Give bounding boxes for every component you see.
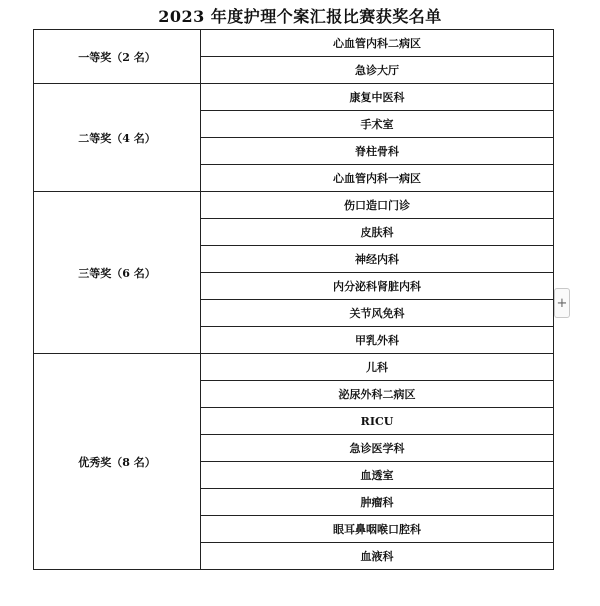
department-cell: 血液科 xyxy=(201,543,554,570)
add-row-button[interactable] xyxy=(554,288,570,318)
department-cell: 心血管内科一病区 xyxy=(201,165,554,192)
table-row xyxy=(34,84,554,111)
department-cell: 脊柱骨科 xyxy=(201,138,554,165)
plus-icon: + xyxy=(556,296,568,311)
department-cell: RICU xyxy=(201,408,554,435)
department-cell: 手术室 xyxy=(201,111,554,138)
department-cell: 甲乳外科 xyxy=(201,327,554,354)
department-cell: 急诊医学科 xyxy=(201,435,554,462)
award-level-second: 二等奖（4 名） xyxy=(34,84,201,192)
department-cell: 眼耳鼻咽喉口腔科 xyxy=(201,516,554,543)
department-cell: 关节风免科 xyxy=(201,300,554,327)
department-cell: 伤口造口门诊 xyxy=(201,192,554,219)
award-level-third: 三等奖（6 名） xyxy=(34,192,201,354)
department-cell: 肿瘤科 xyxy=(201,489,554,516)
department-cell: 康复中医科 xyxy=(201,84,554,111)
department-cell: 内分泌科肾脏内科 xyxy=(201,273,554,300)
award-table xyxy=(33,29,554,570)
department-cell: 心血管内科二病区 xyxy=(201,30,554,57)
table-row xyxy=(34,354,554,381)
document-title: 2023 年度护理个案汇报比赛获奖名单 xyxy=(158,7,442,26)
department-cell: 血透室 xyxy=(201,462,554,489)
award-level-excellence: 优秀奖（8 名） xyxy=(34,354,201,570)
department-cell: 儿科 xyxy=(201,354,554,381)
department-cell: 泌尿外科二病区 xyxy=(201,381,554,408)
department-cell: 神经内科 xyxy=(201,246,554,273)
table-row xyxy=(34,30,554,57)
department-cell: 皮肤科 xyxy=(201,219,554,246)
department-cell: 急诊大厅 xyxy=(201,57,554,84)
award-level-first: 一等奖（2 名） xyxy=(34,30,201,84)
table-row xyxy=(34,192,554,219)
